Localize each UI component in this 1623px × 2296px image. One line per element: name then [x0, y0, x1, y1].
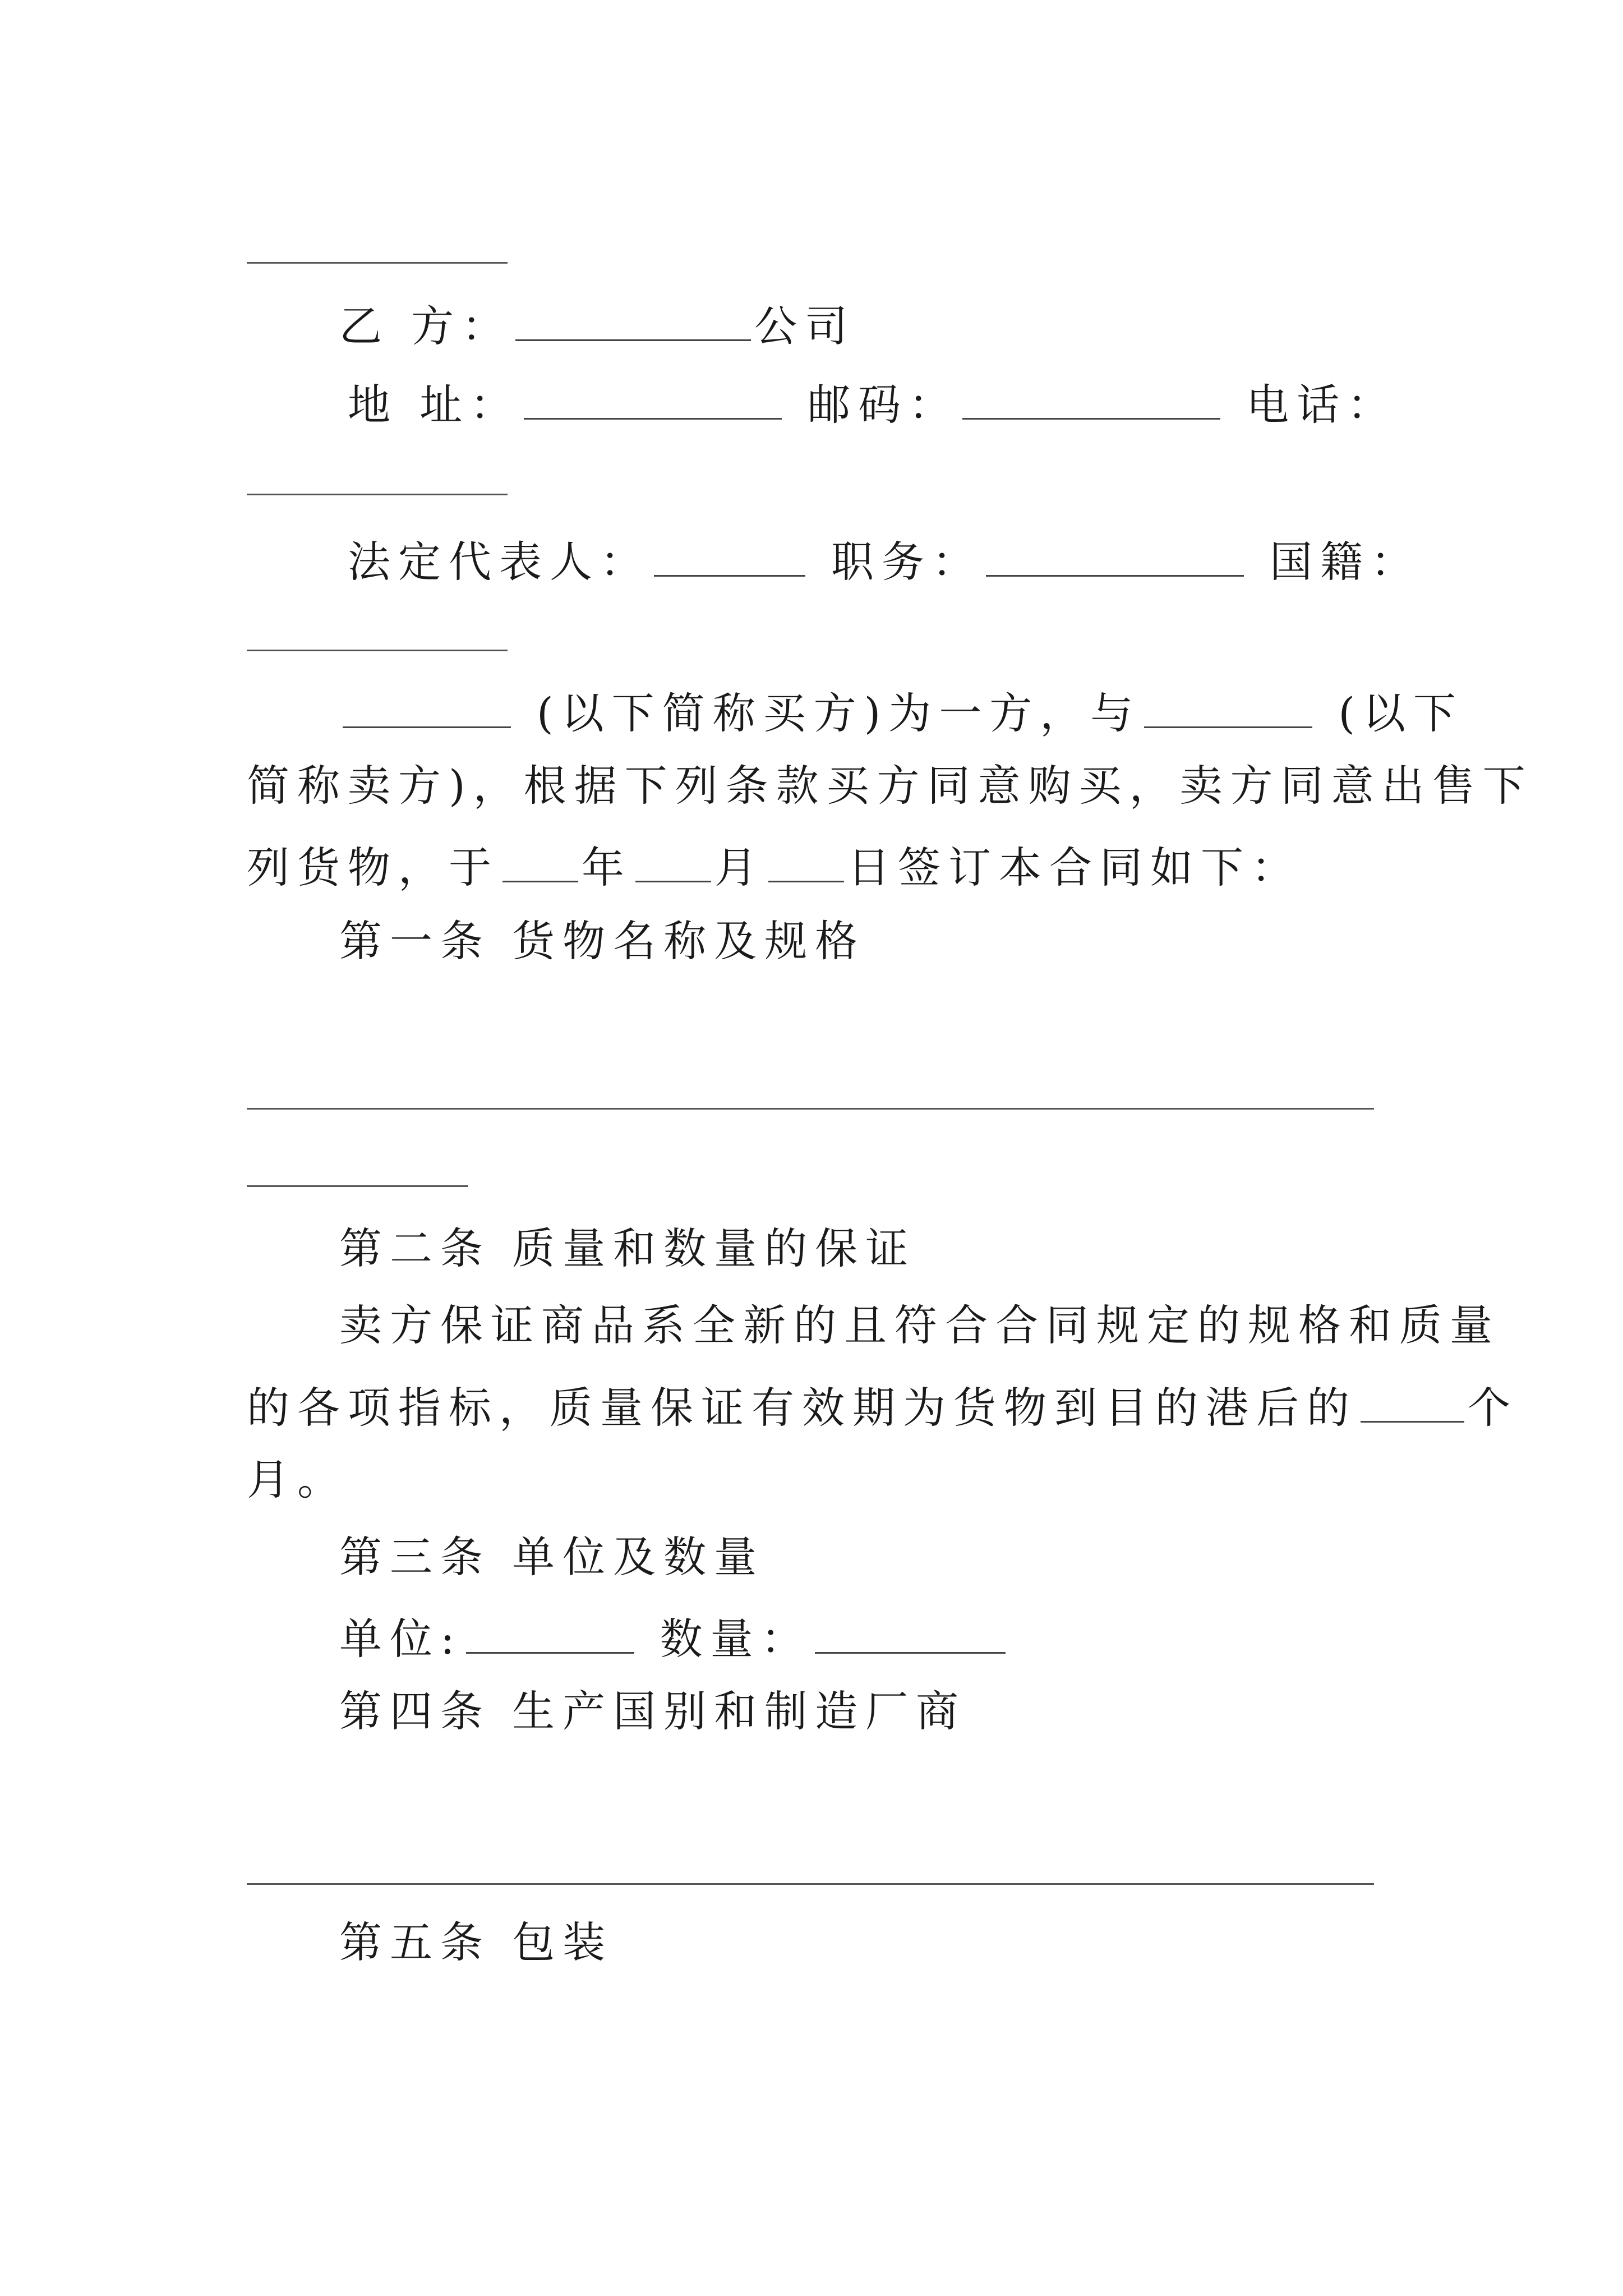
quantity-label: 数量：	[660, 1614, 811, 1664]
address-label: 地 址：	[348, 380, 521, 430]
year-label: 年	[582, 843, 632, 892]
month-label: 月	[714, 843, 765, 892]
phone-blank-continuation	[247, 494, 508, 495]
month-blank	[635, 841, 711, 882]
representative-row	[348, 536, 1421, 587]
article-2-text-3: 月。	[247, 1455, 348, 1504]
nationality-blank-continuation	[247, 650, 508, 651]
article-2-text-line-1	[339, 1300, 1500, 1350]
quantity-blank	[815, 1613, 1006, 1654]
article-4-heading	[339, 1686, 967, 1736]
party-b-suffix: 公司	[754, 301, 856, 351]
year-blank	[502, 841, 578, 882]
article-4-heading-text: 第四条 生产国别和制造厂商	[339, 1686, 967, 1736]
article-2-heading	[339, 1223, 916, 1273]
article-5-heading-text: 第五条 包装	[339, 1917, 614, 1967]
seller-note: (以下	[1338, 688, 1464, 738]
postcode-blank	[962, 379, 1220, 420]
blank-line-continuation	[247, 262, 508, 264]
preamble-line-3	[247, 841, 1302, 892]
article-1-blank-line	[247, 1108, 1374, 1110]
warranty-months-blank	[1361, 1382, 1464, 1423]
postcode-label: 邮码：	[808, 380, 960, 430]
unit-blank	[466, 1613, 634, 1654]
party-b-label: 乙 方：	[339, 301, 513, 351]
article-2-text-2: 的各项指标，质量保证有效期为货物到目的港后的	[247, 1383, 1357, 1433]
party-b-row	[339, 300, 856, 351]
unit-label: 单位:	[339, 1614, 463, 1664]
nationality-label: 国籍：	[1270, 537, 1421, 587]
article-2-text-line-2	[247, 1382, 1518, 1433]
buyer-name-blank	[343, 687, 511, 728]
title-label: 职务：	[831, 537, 983, 587]
address-blank	[524, 379, 782, 420]
unit-quantity-row	[339, 1613, 1009, 1664]
title-blank	[986, 536, 1244, 577]
representative-blank	[654, 536, 805, 577]
article-3-heading	[339, 1532, 765, 1582]
party-b-name-blank	[515, 300, 751, 341]
phone-label: 电话：	[1246, 380, 1398, 430]
preamble-line-2	[247, 761, 1533, 811]
day-blank	[768, 841, 844, 882]
article-1-heading-text: 第一条 货物名称及规格	[339, 916, 866, 966]
article-3-heading-text: 第三条 单位及数量	[339, 1532, 765, 1582]
article-1-heading	[339, 916, 866, 966]
buyer-note: (以下简称买方)为一方，与	[537, 688, 1141, 738]
preamble-text-2: 简称卖方)，根据下列条款买方同意购买，卖方同意出售下	[247, 761, 1533, 811]
preamble-line-1	[339, 687, 1464, 738]
article-5-heading	[339, 1917, 614, 1967]
article-2-text-2-suffix: 个	[1468, 1383, 1518, 1433]
address-row	[348, 379, 1398, 430]
seller-name-blank	[1144, 687, 1312, 728]
article-4-blank-line	[247, 1883, 1374, 1885]
day-suffix: 日签订本合同如下：	[847, 843, 1302, 892]
representative-label: 法定代表人：	[348, 537, 651, 587]
article-1-blank-line-short	[247, 1185, 468, 1187]
preamble-line3-prefix: 列货物，于	[247, 843, 499, 892]
article-2-text-1: 卖方保证商品系全新的且符合合同规定的规格和质量	[339, 1300, 1500, 1350]
article-2-text-line-3	[247, 1455, 348, 1504]
article-2-heading-text: 第二条 质量和数量的保证	[339, 1223, 916, 1273]
